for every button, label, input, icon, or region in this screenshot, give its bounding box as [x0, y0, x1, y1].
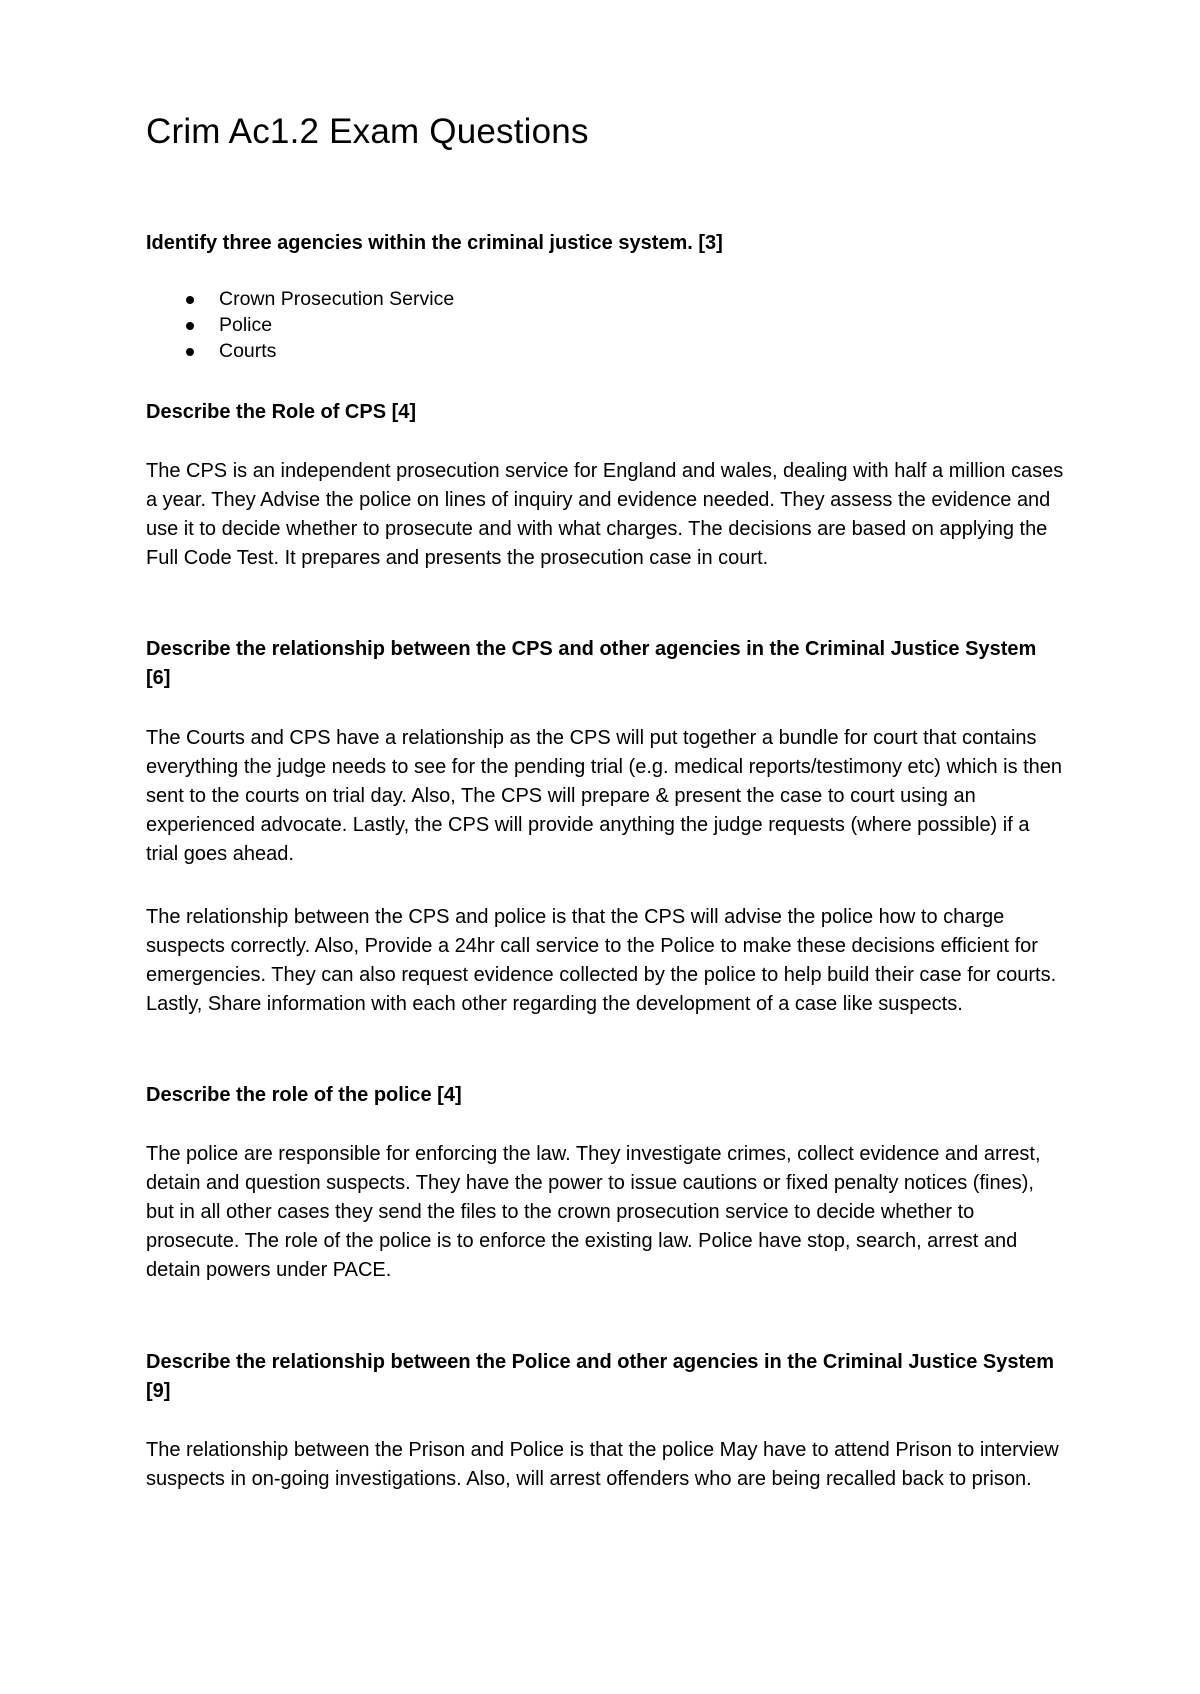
question-heading-police-role: Describe the role of the police [4] [146, 1084, 462, 1106]
list-item [146, 338, 454, 364]
list-item [146, 312, 454, 338]
list-item-text: Crown Prosecution Service [219, 288, 455, 310]
answer-paragraph: The police are responsible for enforcing the law. They investigate crimes, collect evidence and arrest, detain and question suspects. They have the power to issue cautions or fixed penalty notices (fines), but in all other cases they send the files to the crown prosecution service to decide whether to prosecute. The role of the police is to enforce the existing law. Police have stop, search, arrest and detain powers under PACE. [146, 1143, 1041, 1281]
answer-paragraph: The relationship between the CPS and police is that the CPS will advise the police how to charge suspects correctly. Also, Provide a 24hr call service to the Police to make these decisions efficient for emergencies. They can also request evidence collected by the police to help build their case for courts. Lastly, Share information with each other regarding the development of a case like suspects. [146, 906, 1057, 1015]
list-item-text: Police [219, 314, 273, 336]
bullet-icon [186, 348, 194, 356]
list-item-text: Courts [219, 340, 277, 362]
question-heading-cps-role: Describe the Role of CPS [4] [146, 401, 417, 423]
question-heading-cps-relationship: Describe the relationship between the CPS and other agencies in the Criminal Justice System [6] [146, 638, 1037, 689]
bullet-icon [186, 296, 194, 304]
bullet-icon [186, 322, 194, 330]
document-title: Crim Ac1.2 Exam Questions [146, 112, 589, 151]
answer-paragraph: The CPS is an independent prosecution service for England and wales, dealing with half a million cases a year. They Advise the police on lines of inquiry and evidence needed. They assess the evidence and use it to decide whether to prosecute and with what charges. The decisions are based on applying the Full Code Test. It prepares and presents the prosecution case in court. [146, 460, 1064, 569]
list-item [146, 286, 454, 312]
agency-list [146, 286, 454, 364]
answer-paragraph: The Courts and CPS have a relationship as the CPS will put together a bundle for court that contains everything the judge needs to see for the pending trial (e.g. medical reports/testimony etc) which is then sent to the courts on trial day. Also, The CPS will prepare & present the case to court using an experienced advocate. Lastly, the CPS will provide anything the judge requests (where possible) if a trial goes ahead. [146, 727, 1063, 865]
answer-paragraph: The relationship between the Prison and Police is that the police May have to attend Prison to interview suspects in on-going investigations. Also, will arrest offenders who are being recalled back to prison. [146, 1439, 1059, 1490]
question-heading-police-relationship: Describe the relationship between the Police and other agencies in the Criminal Justice System [9] [146, 1351, 1055, 1402]
question-heading-agencies: Identify three agencies within the criminal justice system. [3] [146, 232, 723, 254]
